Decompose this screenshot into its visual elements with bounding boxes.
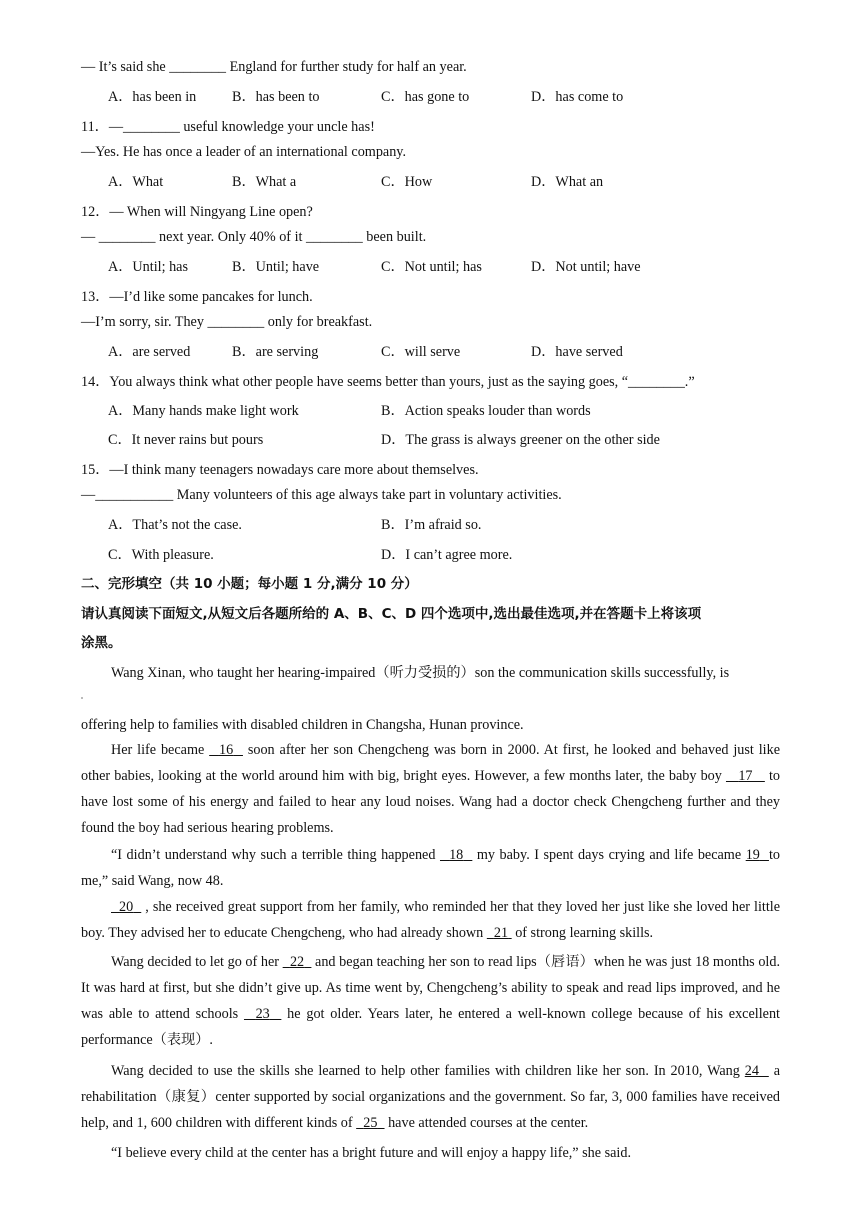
- blank-25: 25: [363, 1115, 378, 1131]
- q15-option-b: B．I’m afraid so.: [381, 517, 482, 533]
- passage-paragraph-7: “I believe every child at the center has a bright future and will enjoy a happy life,” she said.: [111, 1145, 632, 1161]
- blank-18: 18: [449, 847, 464, 863]
- q14-option-a: A．Many hands make light work: [108, 403, 299, 419]
- question-15-line1: 15．—I think many teenagers nowadays care more about themselves.: [81, 462, 479, 478]
- question-10-stem: — It’s said she ________ England for further study for half an year.: [81, 59, 467, 75]
- question-12-line1: 12．— When will Ningyang Line open?: [81, 204, 313, 220]
- blank-20: 20: [119, 899, 134, 915]
- passage-paragraph-6: Wang decided to use the skills she learned to help other families with children like her son. In 2010, Wang 24 a rehabilitation（康复）center supported by social organizations and the government. So far, 3, 000 families have received help, and 1, 600 children with different kinds of 25 have attended courses at the center.: [81, 1063, 781, 1131]
- blank-22: 22: [289, 954, 305, 970]
- section-2-title: 二、完形填空（共 10 小题；每小题 1 分,满分 10 分）: [81, 576, 418, 592]
- blank-21: 21: [493, 925, 509, 941]
- stray-mark: [81, 697, 83, 699]
- q13-option-b: B．are serving: [232, 344, 319, 360]
- question-12-line2: — ________ next year. Only 40% of it ________ been built.: [81, 229, 427, 245]
- q13-option-d: D．have served: [531, 344, 623, 360]
- q12-option-a: A．Until; has: [108, 259, 188, 275]
- passage-paragraph-1-line2: offering help to families with disabled children in Changsha, Hunan province.: [81, 717, 524, 733]
- q11-option-d: D．What an: [531, 174, 604, 190]
- section-2-instruction-line2: 涂黑。: [81, 635, 122, 651]
- q10-option-c: C．has gone to: [381, 89, 470, 105]
- q14-option-c: C．It never rains but pours: [108, 432, 264, 448]
- q13-option-a: A．are served: [108, 344, 191, 360]
- blank-17: 17: [738, 768, 753, 784]
- blank-16: 16: [218, 742, 234, 758]
- question-11-line1: 11．—________ useful knowledge your uncle has!: [81, 119, 375, 135]
- q15-option-c: C．With pleasure.: [108, 547, 214, 563]
- passage-paragraph-3: “I didn’t understand why such a terrible thing happened 18 my baby. I spent days crying and life became 19 to me,” said Wang, now 48.: [81, 847, 780, 889]
- blank-23: 23: [255, 1006, 270, 1022]
- passage-paragraph-4: 20 , she received great support from her family, who reminded her that they loved her just like she loved her little boy. They advised her to educate Chengcheng, who had already shown 21 of strong learning skills.: [81, 899, 781, 941]
- q12-option-d: D．Not until; have: [531, 259, 641, 275]
- q15-option-a: A．That’s not the case.: [108, 517, 242, 533]
- q11-option-a: A．What: [108, 174, 164, 190]
- q13-option-c: C．will serve: [381, 344, 461, 360]
- q14-option-b: B．Action speaks louder than words: [381, 403, 591, 419]
- q12-option-b: B．Until; have: [232, 259, 320, 275]
- q11-option-b: B．What a: [232, 174, 297, 190]
- q15-option-d: D．I can’t agree more.: [381, 547, 513, 563]
- q14-option-d: D．The grass is always greener on the other side: [381, 432, 660, 448]
- q11-option-c: C．How: [381, 174, 433, 190]
- section-2-instruction-line1: 请认真阅读下面短文,从短文后各题所给的 A、B、C、D 四个选项中,选出最佳选项,并在答题卡上将该项: [81, 606, 702, 622]
- question-13-line2: —I’m sorry, sir. They ________ only for breakfast.: [81, 314, 373, 330]
- question-13-line1: 13．—I’d like some pancakes for lunch.: [81, 289, 313, 305]
- blank-19: 19: [745, 847, 760, 863]
- q10-option-b: B．has been to: [232, 89, 320, 105]
- passage-paragraph-2: Her life became 16 soon after her son Chengcheng was born in 2000. At first, he looked and behaved just like other babies, looking at the world around him with big, bright eyes. However, a few months later, the baby boy 17 to have lost some of his energy and failed to hear any loud noises. Wang had a doctor check Chengcheng further and they found the boy had serious hearing problems.: [81, 742, 781, 836]
- question-14-line1: 14．You always think what other people have seems better than yours, just as the saying goes, “________.”: [81, 374, 695, 390]
- q10-option-a: A．has been in: [108, 89, 197, 105]
- passage-paragraph-1-line1: Wang Xinan, who taught her hearing-impaired（听力受损的）son the communication skills successfully, is: [111, 665, 730, 681]
- q10-option-d: D．has come to: [531, 89, 624, 105]
- question-11-line2: —Yes. He has once a leader of an international company.: [81, 144, 407, 160]
- passage-paragraph-5: Wang decided to let go of her 22 and began teaching her son to read lips（唇语）when he was just 18 months old. It was hard at first, but she didn’t give up. As time went by, Chengcheng’s ability to speak and read lips improved, and he was able to attend schools 23 he got older. Years later, he entered a well-known college because of his excellent performance（表现）.: [81, 954, 781, 1048]
- q12-option-c: C．Not until; has: [381, 259, 482, 275]
- blank-24: 24: [744, 1063, 759, 1079]
- question-15-line2: —___________ Many volunteers of this age always take part in voluntary activities.: [81, 487, 562, 503]
